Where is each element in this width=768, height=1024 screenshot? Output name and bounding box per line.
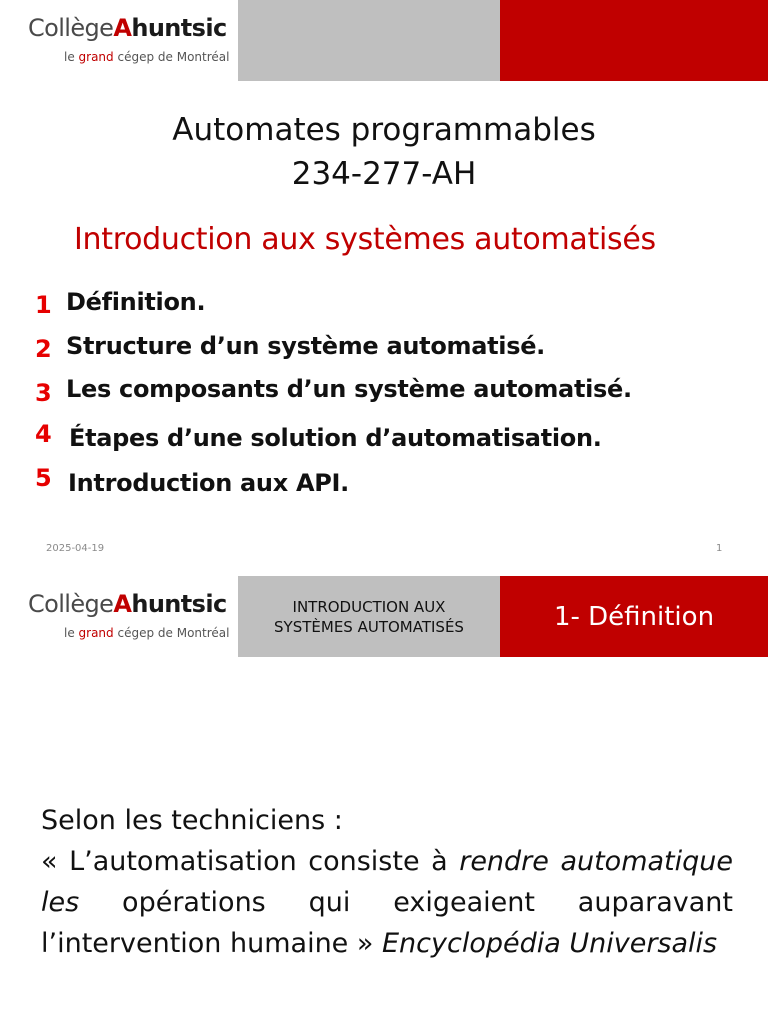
logo-tagline-pre: le xyxy=(64,626,79,640)
logo-tagline-accent: grand xyxy=(78,50,114,64)
item-text: Structure d’un système automatisé. xyxy=(66,332,545,360)
footer-page-number: 1 xyxy=(716,543,723,554)
section-label-line1: INTRODUCTION AUX xyxy=(292,597,446,616)
definition-line1: Selon les techniciens : xyxy=(41,805,343,836)
item-number: 3 xyxy=(35,379,52,407)
item-number: 2 xyxy=(35,335,52,363)
slide-title-line2: 234-277-AH xyxy=(291,156,477,192)
logo-part1: Collège xyxy=(28,14,114,42)
definition-line4-pre: l’intervention humaine » xyxy=(41,928,382,959)
definition-line2 xyxy=(41,841,733,882)
logo-tagline-pre: le xyxy=(64,50,79,64)
definition-line2-pre: « L’automatisation consiste à xyxy=(41,846,460,877)
logo-tagline-post: cégep de Montréal xyxy=(113,50,230,64)
college-logo xyxy=(28,14,234,70)
definition-source: Encyclopédia Universalis xyxy=(381,928,718,959)
definition-line4 xyxy=(41,923,733,964)
college-logo xyxy=(28,590,234,646)
definition-text xyxy=(41,800,733,964)
logo-name xyxy=(28,590,227,618)
item-number: 5 xyxy=(35,464,52,492)
item-text: Définition. xyxy=(66,288,206,316)
section-heading: 1- Définition xyxy=(553,601,715,632)
slide-2 xyxy=(0,576,768,1024)
logo-brand-rest: huntsic xyxy=(131,14,227,42)
logo-tagline xyxy=(64,50,229,64)
item-text: Introduction aux API. xyxy=(68,469,349,497)
slide-title-line1: Automates programmables xyxy=(172,112,596,148)
item-number: 1 xyxy=(35,291,52,319)
logo-part1: Collège xyxy=(28,590,114,618)
logo-brand-letter: A xyxy=(113,14,132,42)
logo-brand-rest: huntsic xyxy=(131,590,227,618)
item-number: 4 xyxy=(35,420,52,448)
logo-name xyxy=(28,14,227,42)
item-text: Étapes d’une solution d’automatisation. xyxy=(69,424,602,452)
logo-tagline xyxy=(64,626,229,640)
definition-line3 xyxy=(41,882,733,923)
logo-brand-letter: A xyxy=(113,590,132,618)
logo-tagline-accent: grand xyxy=(78,626,114,640)
logo-tagline-post: cégep de Montréal xyxy=(113,626,230,640)
item-text: Les composants d’un système automatisé. xyxy=(66,375,632,403)
footer-date: 2025-04-19 xyxy=(46,543,105,554)
definition-line2-italic: rendre automatique xyxy=(459,846,733,877)
header-gray-band xyxy=(238,0,500,81)
header-red-band xyxy=(500,0,768,81)
definition-line3-post: opérations qui exigeaient auparavant xyxy=(79,887,733,918)
definition-line3-italic: les xyxy=(41,887,80,918)
section-label-line2: SYSTÈMES AUTOMATISÉS xyxy=(274,617,464,636)
section-label xyxy=(238,576,500,657)
slide-subtitle: Introduction aux systèmes automatisés xyxy=(74,222,656,257)
